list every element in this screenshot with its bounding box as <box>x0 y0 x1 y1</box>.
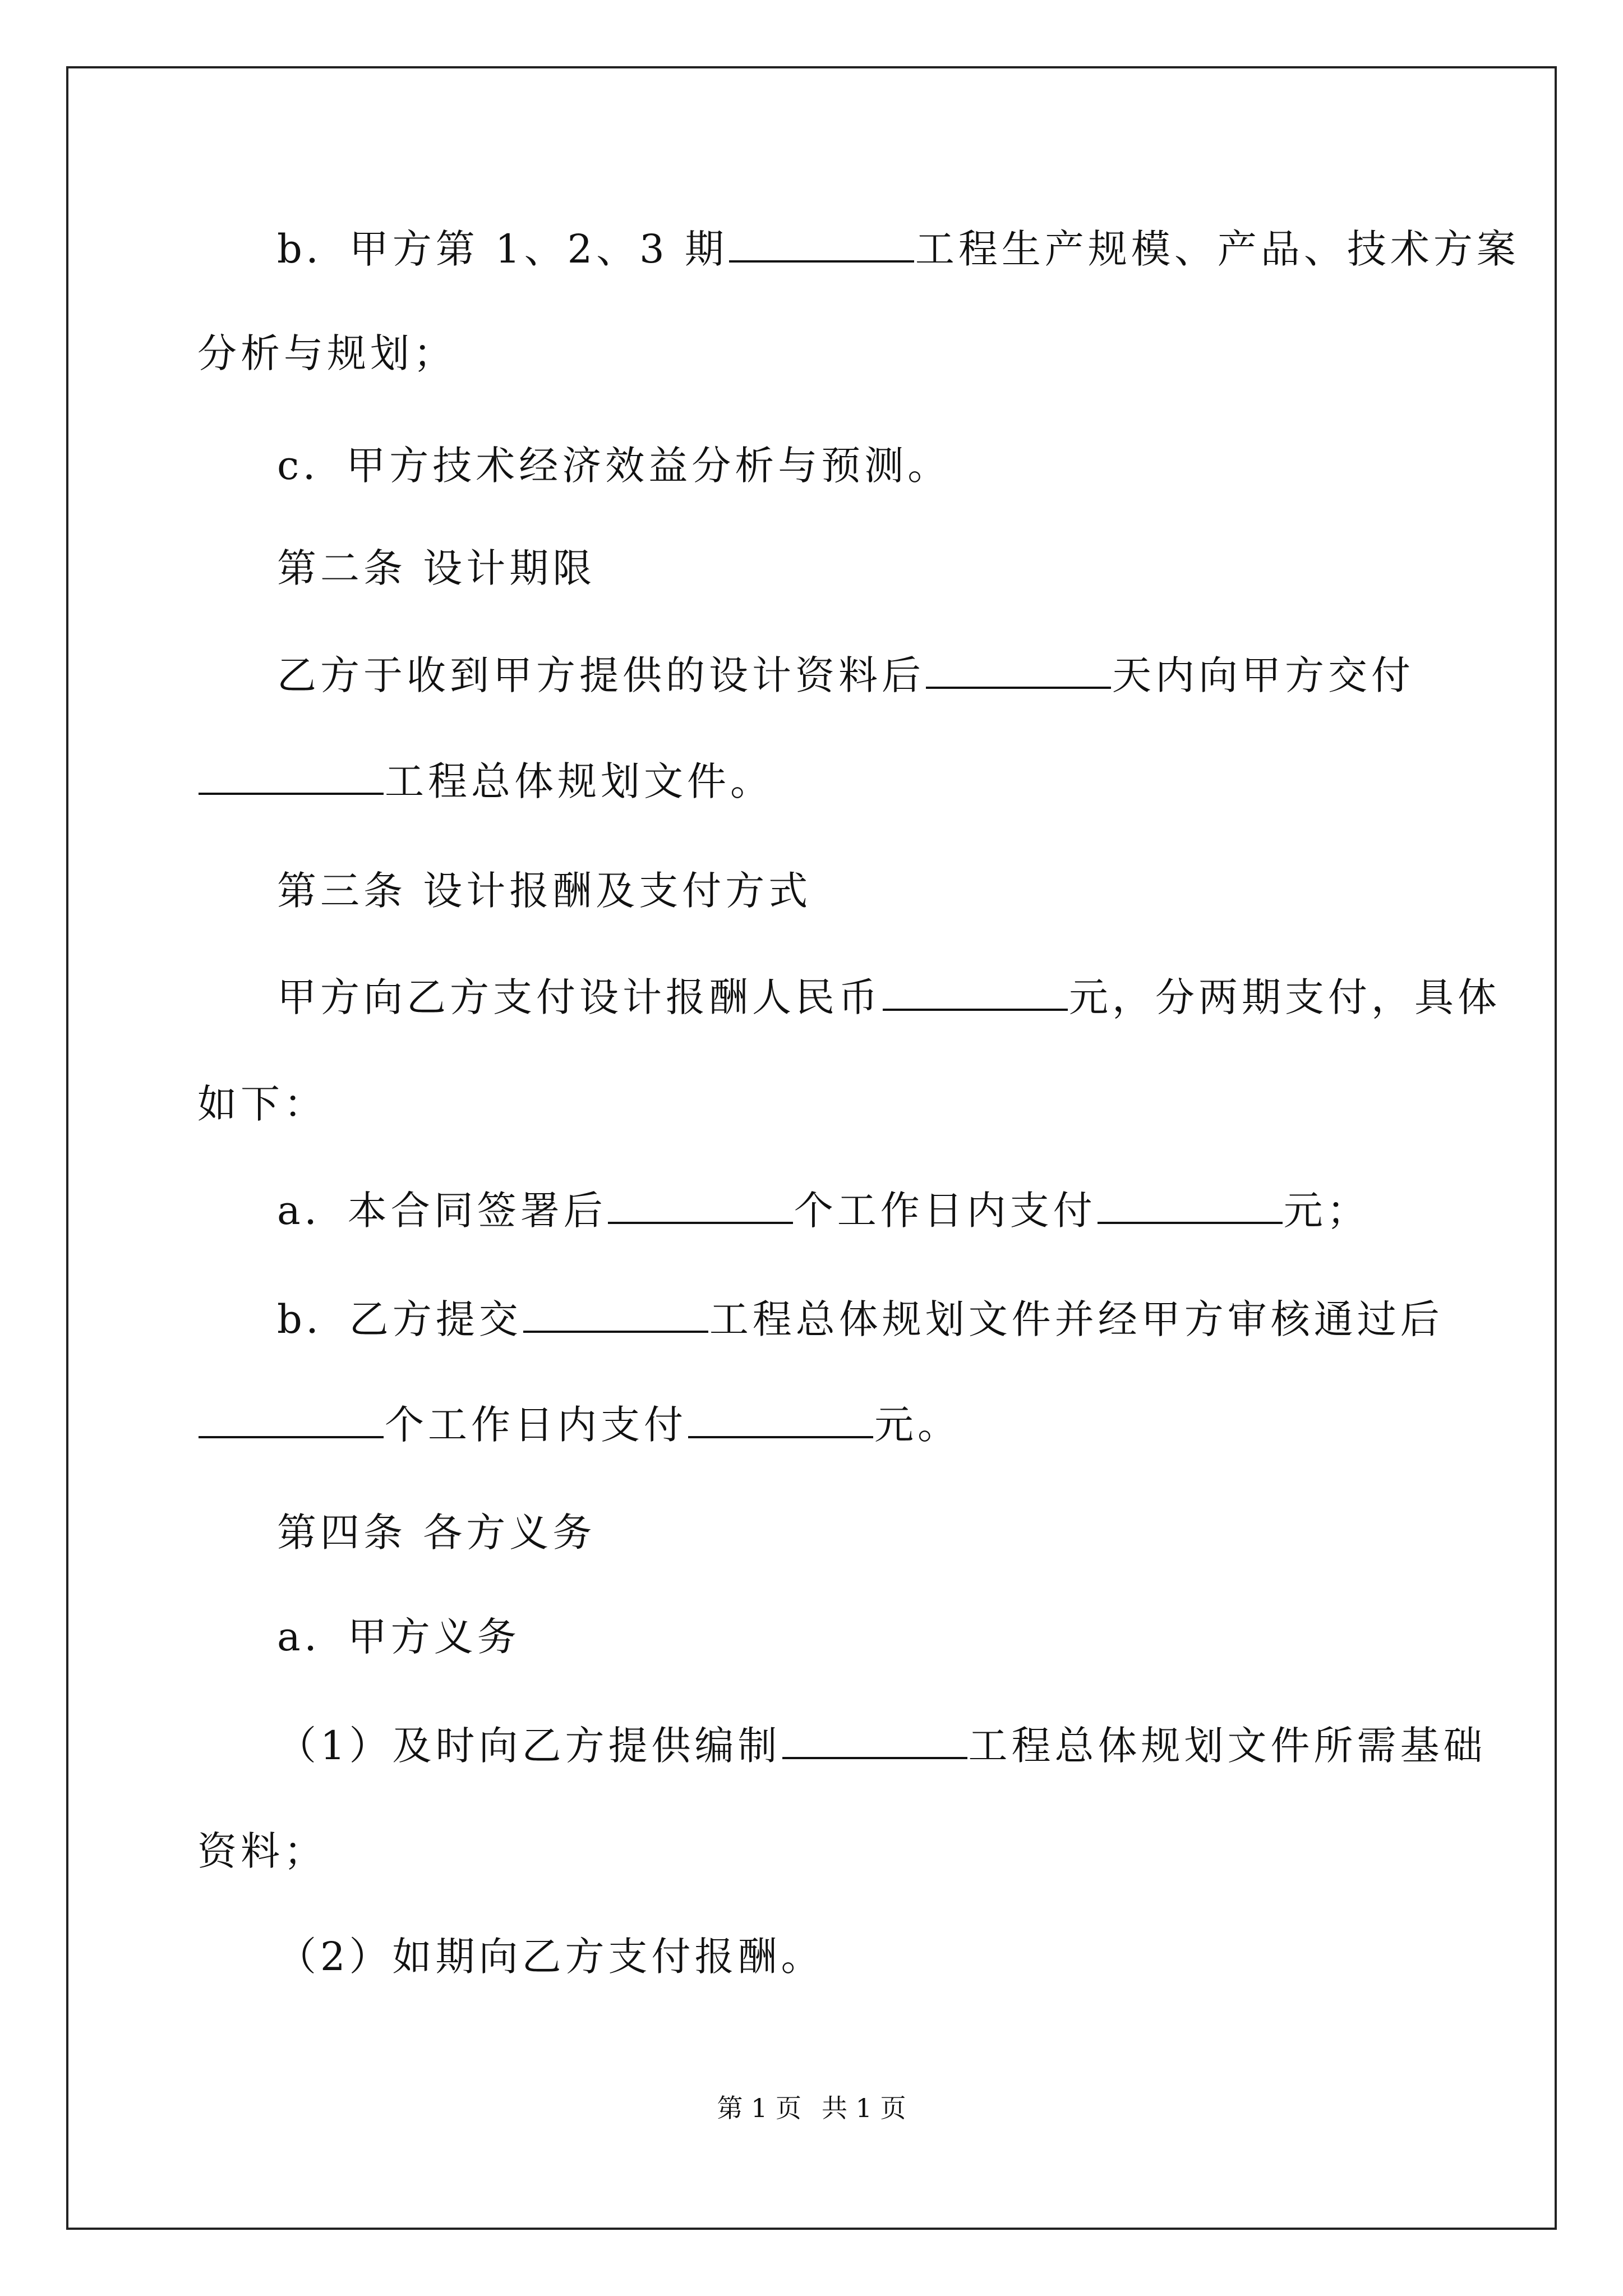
text-line-5 <box>277 650 1414 701</box>
fill-in-blank <box>523 1297 708 1333</box>
fill-in-blank <box>883 975 1068 1011</box>
text-segment: 个工作日内支付 <box>794 1188 1096 1234</box>
page-total: 共 1 页 <box>822 2093 906 2123</box>
text-line-9: 如下： <box>197 1081 327 1127</box>
page-number: 第 1 页 <box>717 2093 801 2123</box>
text-line-3: c．甲方技术经济效益分析与预测。 <box>277 443 951 489</box>
fill-in-blank <box>1098 1188 1283 1224</box>
section-heading-4: 第四条 各方义务 <box>277 1510 596 1556</box>
section-heading-2: 第二条 设计期限 <box>277 545 596 591</box>
text-line-16: 资料； <box>197 1828 327 1874</box>
text-line-14: a．甲方义务 <box>277 1614 520 1660</box>
text-line-2: 分析与规划； <box>197 330 457 376</box>
text-segment: a．本合同签署后 <box>277 1188 607 1234</box>
fill-in-blank <box>926 653 1111 689</box>
text-segment: 乙方于收到甲方提供的设计资料后 <box>277 652 925 698</box>
text-segment: （1）及时向乙方提供编制 <box>277 1723 781 1769</box>
page-footer <box>0 2091 1623 2125</box>
text-line-11 <box>277 1294 1444 1345</box>
fill-in-blank <box>782 1723 967 1759</box>
fill-in-blank <box>729 227 914 263</box>
text-line-8 <box>277 972 1501 1023</box>
fill-in-blank <box>688 1402 873 1438</box>
text-segment: b．甲方第 1、2、3 期 <box>277 226 728 272</box>
text-segment: 甲方向乙方支付设计报酬人民币 <box>277 974 882 1020</box>
text-line-6 <box>197 756 773 807</box>
text-segment: 工程总体规划文件所需基础 <box>968 1723 1487 1769</box>
text-segment: b．乙方提交 <box>277 1296 522 1342</box>
text-line-15 <box>277 1720 1487 1772</box>
fill-in-blank <box>608 1188 793 1224</box>
text-segment: 天内向甲方交付 <box>1112 652 1414 698</box>
text-segment: 工程总体规划文件。 <box>385 758 773 804</box>
fill-in-blank <box>199 759 384 795</box>
text-segment: 元。 <box>874 1402 961 1448</box>
text-line-1 <box>277 223 1520 275</box>
text-segment: 元； <box>1283 1188 1370 1234</box>
page-border <box>66 66 1557 2230</box>
text-segment: 元，分两期支付，具体 <box>1069 974 1501 1020</box>
fill-in-blank <box>199 1402 384 1438</box>
text-segment: 工程总体规划文件并经甲方审核通过后 <box>709 1296 1444 1342</box>
text-line-10 <box>277 1185 1370 1236</box>
text-line-17: （2）如期向乙方支付报酬。 <box>277 1934 824 1980</box>
text-segment: 个工作日内支付 <box>385 1402 687 1448</box>
text-segment: 工程生产规模、产品、技术方案 <box>915 226 1520 272</box>
text-line-12 <box>197 1399 961 1451</box>
section-heading-3: 第三条 设计报酬及支付方式 <box>277 868 812 914</box>
